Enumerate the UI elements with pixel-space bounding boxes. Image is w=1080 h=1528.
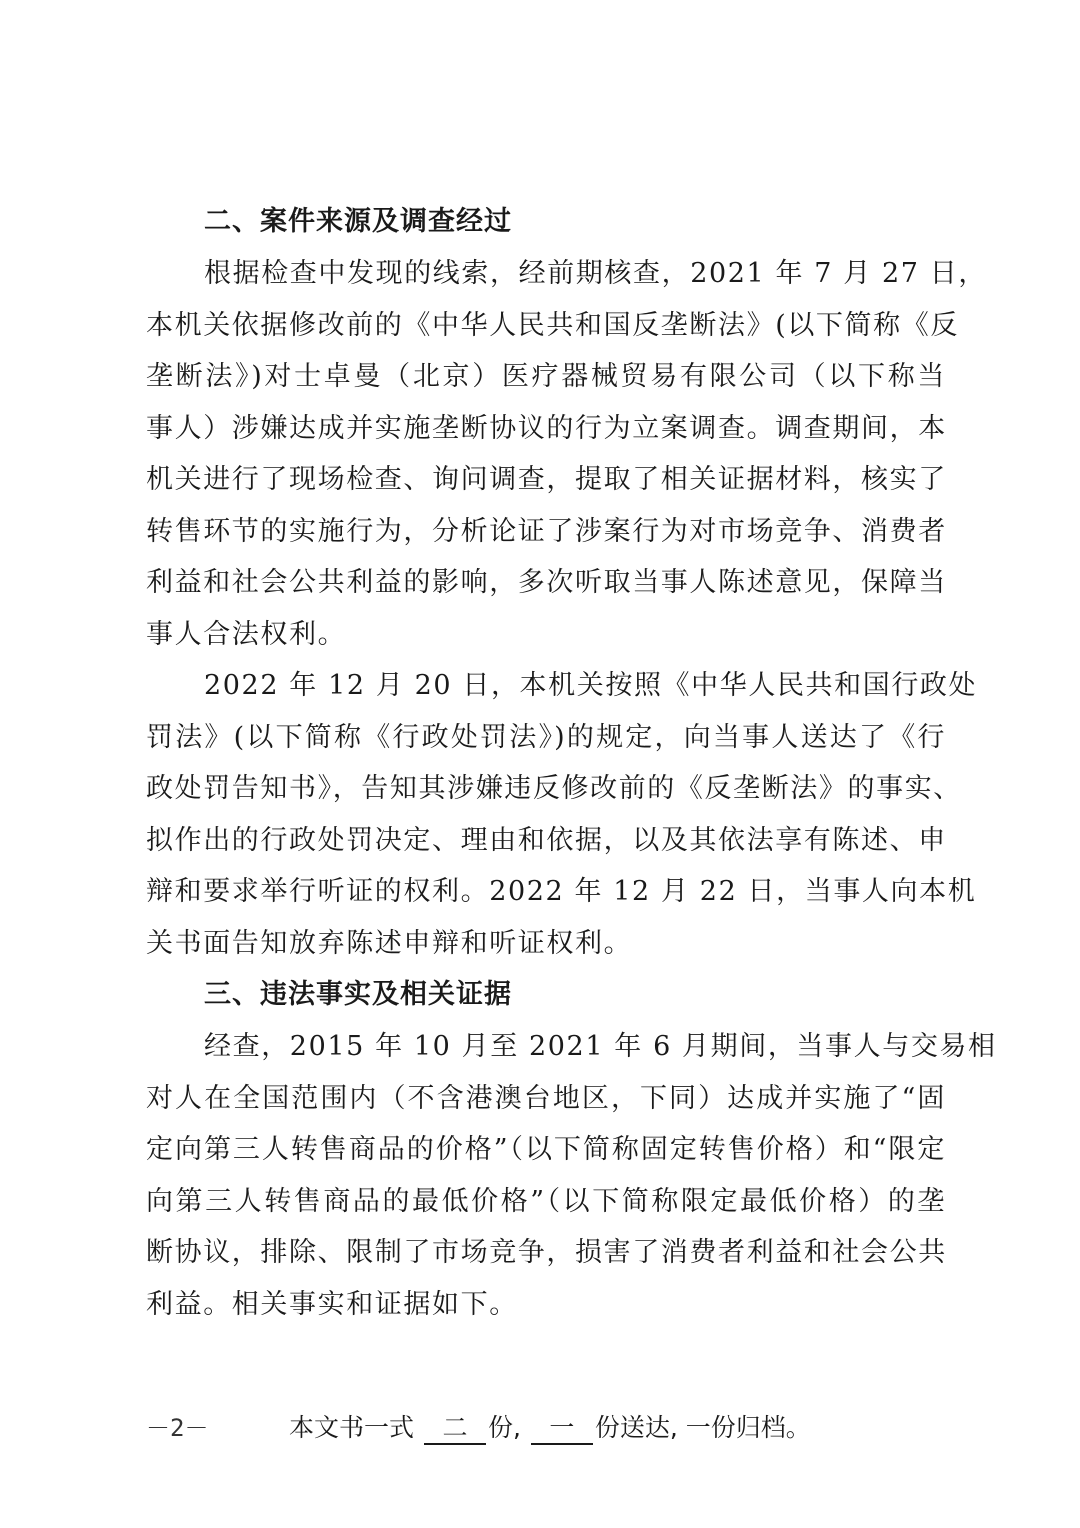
- document-body: [146, 196, 997, 1330]
- copies-served-field: 一: [531, 1413, 593, 1445]
- text-line: 拟作出的行政处罚决定、理由和依据，以及其依法享有陈述、申: [146, 824, 947, 856]
- text-line: 经查，2015 年 10 月至 2021 年 6 月期间，当事人与交易相: [204, 1031, 997, 1062]
- text-line: 断协议，排除、限制了市场竞争，损害了消费者利益和社会公共: [146, 1237, 947, 1268]
- section-heading-case-source: 二、案件来源及调查经过: [204, 206, 512, 237]
- text-line: 机关进行了现场检查、询问调查，提取了相关证据材料，核实了: [146, 464, 947, 495]
- text-line: 向第三人转售商品的最低价格”（以下简称限定最低价格）的垄: [146, 1185, 946, 1217]
- copies-unit: 份,: [487, 1413, 521, 1442]
- text-line: 利益。相关事实和证据如下。: [146, 1288, 518, 1320]
- page-footer: [146, 1398, 946, 1458]
- text-line: 辩和要求举行听证的权利。2022 年 12 月 22 日，当事人向本机: [146, 876, 977, 907]
- text-line: 2022 年 12 月 20 日，本机关按照《中华人民共和国行政处: [204, 670, 978, 701]
- paragraph-case-filing: [146, 248, 987, 660]
- copies-total-field: 二: [424, 1413, 486, 1445]
- text-line: 利益和社会公共利益的影响，多次听取当事人陈述意见，保障当: [146, 567, 947, 598]
- text-line: 对人在全国范围内（不含港澳台地区，下同）达成并实施了“固: [146, 1082, 946, 1114]
- page-number: －2－: [146, 1414, 209, 1442]
- paragraph-penalty-notice: [146, 660, 978, 969]
- copies-archived: 一份归档。: [685, 1413, 811, 1442]
- paragraph-findings: [146, 1021, 997, 1330]
- text-line: 定向第三人转售商品的价格”（以下简称固定转售价格）和“限定: [146, 1134, 946, 1165]
- text-line: 垄断法》)对士卓曼（北京）医疗器械贸易有限公司（以下称当: [146, 361, 946, 392]
- text-line: 罚法》(以下简称《行政处罚法》)的规定，向当事人送达了《行: [146, 721, 946, 753]
- text-line: 关书面告知放弃陈述申辩和听证权利。: [146, 927, 633, 959]
- copies-prefix: 本文书一式: [289, 1413, 415, 1442]
- text-line: 根据检查中发现的线索，经前期核查，2021 年 7 月 27 日，: [204, 258, 987, 289]
- text-line: 事人）涉嫌达成并实施垄断协议的行为立案调查。调查期间，本: [146, 412, 947, 444]
- text-line: 事人合法权利。: [146, 618, 347, 650]
- copies-statement: [289, 1398, 811, 1458]
- section-heading-illegal-facts: 三、违法事实及相关证据: [204, 979, 512, 1010]
- text-line: 政处罚告知书》，告知其涉嫌违反修改前的《反垄断法》的事实、: [146, 773, 962, 804]
- text-line: 本机关依据修改前的《中华人民共和国反垄断法》(以下简称《反: [146, 309, 959, 341]
- text-line: 转售环节的实施行为，分析论证了涉案行为对市场竞争、消费者: [146, 515, 947, 547]
- copies-served-suffix: 份送达,: [594, 1413, 678, 1442]
